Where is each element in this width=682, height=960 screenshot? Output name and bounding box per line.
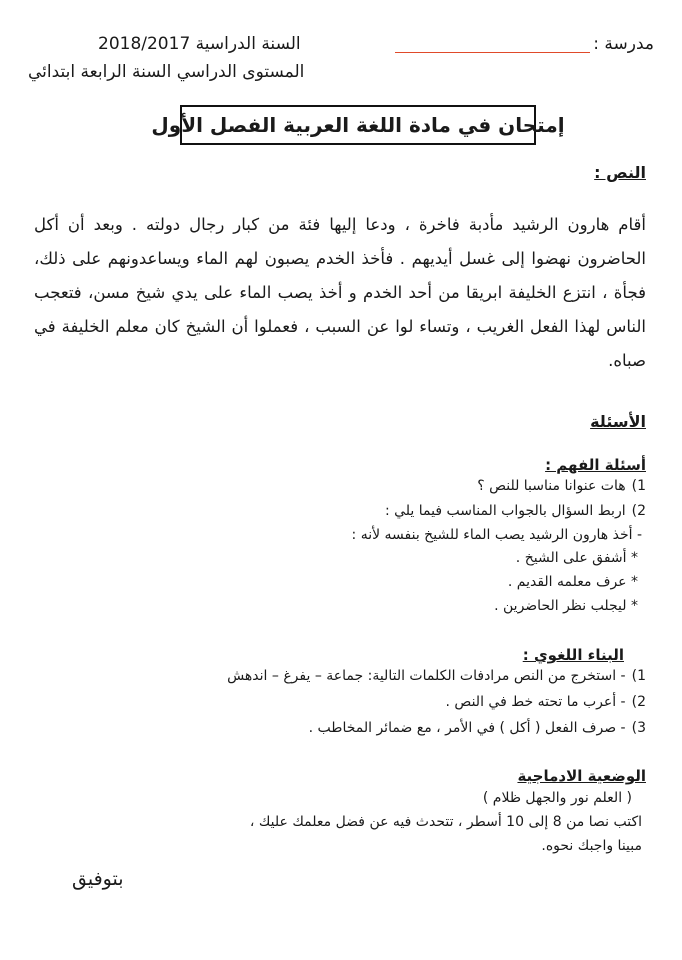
comprehension-question-2 — [385, 503, 646, 519]
language-heading: البناء اللغوي : — [522, 646, 624, 664]
school-year: السنة الدراسية 2018/2017 — [98, 34, 301, 54]
question-number: 2) — [631, 694, 646, 710]
integration-instruction-end: مبينا واجبك نحوه. — [541, 838, 642, 854]
question-number: 1) — [631, 478, 646, 494]
grade-level: المستوى الدراسي السنة الرابعة ابتدائي — [28, 62, 305, 82]
matching-option-2: * عرف معلمه القديم . — [507, 574, 638, 590]
comprehension-question-1 — [477, 478, 646, 494]
question-number: 1) — [631, 668, 646, 684]
exam-title: إمتحان في مادة اللغة العربية الفصل الأول — [151, 113, 565, 137]
question-text: - أعرب ما تحته خط في النص . — [445, 694, 626, 710]
language-question-2 — [446, 694, 646, 710]
question-text: هات عنوانا مناسبا للنص ؟ — [477, 478, 626, 494]
integration-theme: ( العلم نور والجهل ظلام ) — [482, 790, 632, 806]
question-number: 3) — [631, 720, 646, 736]
school-name-blank-line — [395, 52, 590, 53]
comprehension-heading: أسئلة الفهم : — [545, 456, 646, 474]
questions-heading: الأسئلة — [590, 412, 646, 431]
integration-heading: الوضعية الادماجية — [517, 767, 646, 785]
question-number: 2) — [631, 503, 646, 519]
closing-wish: بتوفيق — [72, 868, 124, 890]
text-heading: النص : — [594, 163, 646, 182]
integration-instruction: اكتب نصا من 8 إلى 10 أسطر ، تتحدث فيه عن فضل معلمك عليك ، — [249, 814, 642, 830]
matching-sub-question: - أخذ هارون الرشيد يصب الماء للشيخ بنفسه لأنه : — [351, 527, 642, 543]
exam-title-box — [151, 105, 565, 145]
language-question-3 — [309, 720, 646, 736]
language-question-1 — [227, 668, 646, 684]
reading-passage: أقام هارون الرشيد مأدبة فاخرة ، ودعا إليها فئة من كبار رجال دولته . وبعد أن أكل الحاضرون نهضوا إلى غسل أيديهم . فأخذ الخدم يصبون لهم الماء ويساعدونهم على ذلك، فجأة ، انتزع الخليفة ابريقا من أحد الخدم و أخذ يصب الماء على يدي شيخ مسن، فتعجب الناس لهذا الفعل الغريب ، وتساء لوا عن السبب ، فعملوا أن الشيخ كان معلم الخليفة في صباه. — [34, 215, 646, 370]
question-text: اربط السؤال بالجواب المناسب فيما يلي : — [384, 503, 626, 519]
matching-option-3: * ليجلب نظر الحاضرين . — [494, 598, 638, 614]
school-label: مدرسة : — [593, 34, 654, 54]
matching-option-1: * أشفق على الشيخ . — [515, 550, 638, 566]
question-text: - استخرج من النص مرادفات الكلمات التالية: جماعة – يفرغ – اندهش — [227, 668, 626, 684]
question-text: - صرف الفعل ( أكل ) في الأمر ، مع ضمائر المخاطب . — [308, 720, 626, 736]
